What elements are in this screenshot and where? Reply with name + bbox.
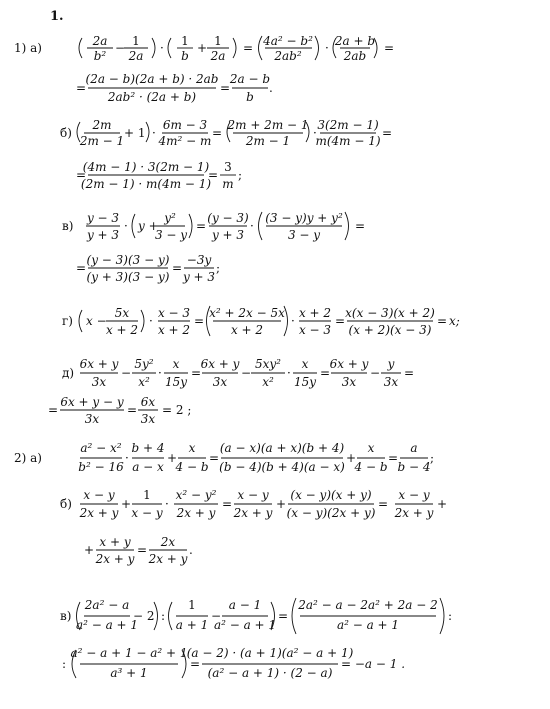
fraction-numerator: 1 bbox=[188, 598, 196, 612]
fraction-numerator: (y − 3) bbox=[207, 211, 249, 225]
fraction-denominator: y + 3 bbox=[86, 228, 120, 242]
fraction-denominator: x + 2 bbox=[157, 323, 191, 337]
fraction-denominator: 2x + y bbox=[79, 506, 119, 520]
fraction-denominator: 3x bbox=[212, 375, 228, 389]
fraction-denominator: 2x + y bbox=[394, 506, 434, 520]
fraction-denominator: x − y bbox=[131, 506, 163, 520]
fraction-denominator: 3 − y bbox=[287, 228, 321, 242]
operator: · bbox=[250, 219, 254, 233]
operator: · bbox=[158, 366, 162, 380]
fraction-denominator: a − x bbox=[132, 460, 164, 474]
fraction-denominator: b bbox=[246, 90, 254, 104]
fraction-denominator: (b − 4)(b + 4)(a − x) bbox=[219, 460, 345, 474]
paren-open bbox=[79, 310, 82, 332]
operator: − bbox=[370, 366, 381, 380]
operator: = bbox=[191, 366, 202, 380]
operator: · bbox=[287, 366, 291, 380]
fraction-denominator: (x − y)(2x + y) bbox=[286, 506, 376, 520]
fraction-denominator: 3x bbox=[140, 412, 156, 426]
fraction-denominator: a² − a + 1 bbox=[336, 618, 400, 632]
operator: = bbox=[222, 497, 233, 511]
fraction-denominator: 2ab bbox=[343, 49, 367, 63]
fraction-numerator: 2a − b bbox=[229, 72, 271, 86]
operator: + bbox=[197, 41, 208, 55]
fraction-numerator: 5xy² bbox=[255, 357, 281, 371]
label-1d: д) bbox=[62, 366, 75, 380]
fraction-denominator: x² bbox=[262, 375, 274, 389]
fraction-numerator: 5y² bbox=[134, 357, 154, 371]
punctuation: ; bbox=[430, 451, 435, 465]
label-1a: 1) а) bbox=[14, 41, 42, 55]
fraction-numerator: 1 bbox=[214, 34, 222, 48]
operator: + bbox=[437, 497, 448, 511]
operator: = bbox=[378, 497, 389, 511]
result: x; bbox=[449, 314, 460, 328]
fraction-numerator: (y − 3)(3 − y) bbox=[86, 253, 170, 267]
fraction-denominator: x + 2 bbox=[105, 323, 139, 337]
fraction-numerator: 5x bbox=[114, 306, 130, 320]
operator: + bbox=[346, 451, 357, 465]
fraction-denominator: x² bbox=[138, 375, 150, 389]
fraction-numerator: y² bbox=[164, 211, 176, 225]
operator: · bbox=[325, 41, 329, 55]
operator: · bbox=[160, 41, 164, 55]
label-1b: б) bbox=[60, 126, 72, 140]
operator: + 1 bbox=[124, 126, 146, 140]
operator: · bbox=[313, 126, 317, 140]
fraction-numerator: x bbox=[367, 441, 375, 455]
fraction-denominator: 2x + y bbox=[176, 506, 216, 520]
result: = −a − 1 . bbox=[341, 657, 406, 671]
paren-close bbox=[146, 122, 149, 142]
fraction-denominator: 2m − 1 bbox=[79, 134, 125, 148]
fraction-numerator: y − 3 bbox=[86, 211, 120, 225]
paren-close bbox=[141, 310, 144, 332]
paren-open bbox=[259, 212, 263, 240]
fraction-numerator: (a − x)(a + x)(b + 4) bbox=[219, 441, 345, 455]
operator: · bbox=[124, 219, 128, 233]
paren-close bbox=[345, 212, 349, 240]
operator: : bbox=[448, 609, 453, 623]
operator: · bbox=[125, 451, 129, 465]
operator: − bbox=[211, 609, 222, 623]
operator: = bbox=[127, 403, 138, 417]
fraction-denominator: a² − a + 1 bbox=[213, 618, 277, 632]
label-2a: 2) а) bbox=[14, 451, 42, 465]
paren-open bbox=[292, 598, 296, 634]
fraction-denominator: (x + 2)(x − 3) bbox=[348, 323, 432, 337]
paren-close bbox=[315, 36, 319, 60]
fraction-numerator: 6x + y − y bbox=[60, 395, 124, 409]
operator: = bbox=[76, 81, 87, 95]
fraction-numerator: 4a² − b² bbox=[263, 34, 313, 48]
fraction-numerator: 2a² − a − 2a² + 2a − 2 bbox=[298, 598, 438, 612]
fraction-denominator: 2ab² · (2a + b) bbox=[107, 90, 197, 104]
paren-open bbox=[169, 602, 173, 630]
operator: = bbox=[190, 657, 201, 671]
fraction-numerator: (3 − y)y + y² bbox=[265, 211, 343, 225]
variable: x − bbox=[86, 314, 107, 328]
paren-close bbox=[154, 602, 158, 630]
fraction-numerator: x bbox=[301, 357, 309, 371]
fraction-numerator: 2m bbox=[92, 118, 112, 132]
fraction-denominator: b² bbox=[93, 49, 107, 63]
fraction-numerator: x + 2 bbox=[298, 306, 332, 320]
fraction-numerator: 6x + y bbox=[200, 357, 240, 371]
fraction-denominator: x − 3 bbox=[298, 323, 332, 337]
fraction-numerator: (x − y)(x + y) bbox=[290, 488, 372, 502]
fraction-numerator: x² − y² bbox=[175, 488, 217, 502]
fraction-numerator: y bbox=[387, 357, 395, 371]
paren-open bbox=[79, 38, 82, 58]
operator: = bbox=[355, 219, 366, 233]
operator: · bbox=[165, 497, 169, 511]
fraction-denominator: 4 − b bbox=[175, 460, 209, 474]
fraction-denominator: m(4m − 1) bbox=[315, 134, 381, 148]
fraction-denominator: m bbox=[222, 177, 234, 191]
fraction-numerator: b + 4 bbox=[131, 441, 165, 455]
fraction-denominator: y + 3 bbox=[182, 270, 216, 284]
fraction-numerator: x(x − 3)(x + 2) bbox=[345, 306, 435, 320]
fraction-denominator: 2x + y bbox=[95, 552, 135, 566]
fraction-numerator: x + y bbox=[99, 535, 131, 549]
operator: = bbox=[196, 219, 207, 233]
paren-open bbox=[168, 38, 171, 58]
label-2v: в) bbox=[60, 609, 72, 623]
fraction-numerator: x bbox=[172, 357, 180, 371]
operator: = bbox=[243, 41, 254, 55]
fraction-numerator: 2a bbox=[92, 34, 108, 48]
operator: : bbox=[161, 609, 166, 623]
operator: − bbox=[121, 366, 132, 380]
operator: − bbox=[115, 41, 126, 55]
operator: = bbox=[137, 543, 148, 557]
operator: = bbox=[220, 81, 231, 95]
fraction-numerator: x − y bbox=[237, 488, 269, 502]
fraction-numerator: −3y bbox=[186, 253, 212, 267]
fraction-numerator: 2a + b bbox=[334, 34, 376, 48]
problem-number: 1. bbox=[50, 9, 64, 24]
operator: = bbox=[320, 366, 331, 380]
fraction-denominator: 15y bbox=[164, 375, 188, 389]
fraction-denominator: 3x bbox=[341, 375, 357, 389]
fraction-denominator: a³ + 1 bbox=[110, 666, 148, 680]
fraction-denominator: x + 2 bbox=[230, 323, 264, 337]
operator: = bbox=[384, 41, 395, 55]
operator: · bbox=[291, 314, 295, 328]
fraction-numerator: a − 1 bbox=[228, 598, 262, 612]
fraction-numerator: a bbox=[410, 441, 418, 455]
operator: = bbox=[76, 261, 87, 275]
fraction-denominator: 3 − y bbox=[154, 228, 188, 242]
paren-close bbox=[440, 598, 444, 634]
fraction-numerator: 2a² − a bbox=[84, 598, 130, 612]
operator: + bbox=[84, 543, 95, 557]
punctuation: . bbox=[189, 543, 193, 557]
fraction-denominator: b bbox=[181, 49, 189, 63]
operator: = bbox=[212, 126, 223, 140]
operator: + bbox=[121, 497, 132, 511]
fraction-numerator: 6x + y bbox=[329, 357, 369, 371]
operator: = bbox=[335, 314, 346, 328]
fraction-denominator: 15y bbox=[293, 375, 317, 389]
fraction-numerator: 2m + 2m − 1 bbox=[227, 118, 309, 132]
label-2b: б) bbox=[60, 497, 72, 511]
fraction-denominator: a + 1 bbox=[175, 618, 209, 632]
fraction-denominator: y + 3 bbox=[211, 228, 245, 242]
fraction-numerator: (a − 2) · (a + 1)(a² − a + 1) bbox=[186, 646, 354, 660]
fraction-numerator: x bbox=[188, 441, 196, 455]
operator: = bbox=[404, 366, 415, 380]
operator: − bbox=[241, 366, 252, 380]
paren-open bbox=[259, 36, 263, 60]
operator: = bbox=[209, 451, 220, 465]
fraction-denominator: 3x bbox=[383, 375, 399, 389]
fraction-denominator: 2x + y bbox=[233, 506, 273, 520]
fraction-numerator: a² − a + 1 − a² + 1 bbox=[70, 646, 188, 660]
label-1g: г) bbox=[62, 314, 73, 328]
operator: = bbox=[388, 451, 399, 465]
fraction-denominator: (2m − 1) · m(4m − 1) bbox=[80, 177, 212, 191]
fraction-denominator: 2a bbox=[128, 49, 144, 63]
operator: · bbox=[149, 314, 153, 328]
fraction-numerator: 3(2m − 1) bbox=[317, 118, 379, 132]
operator: = bbox=[278, 609, 289, 623]
fraction-numerator: 1 bbox=[143, 488, 151, 502]
operator: = bbox=[382, 126, 393, 140]
fraction-numerator: x − y bbox=[83, 488, 115, 502]
fraction-denominator: (a² − a + 1) · (2 − a) bbox=[207, 666, 333, 680]
punctuation: . bbox=[269, 81, 273, 95]
fraction-denominator: b² − 16 bbox=[78, 460, 124, 474]
operator: : bbox=[62, 657, 67, 671]
fraction-numerator: 3 bbox=[224, 160, 232, 174]
operator: = bbox=[48, 403, 59, 417]
result: = 2 ; bbox=[162, 403, 192, 417]
variable: y + bbox=[138, 219, 159, 233]
punctuation: ; bbox=[216, 261, 221, 275]
fraction-numerator: x² + 2x − 5x bbox=[209, 306, 285, 320]
operator: + bbox=[276, 497, 287, 511]
fraction-numerator: 2x bbox=[160, 535, 176, 549]
fraction-denominator: a² − a + 1 bbox=[75, 618, 139, 632]
fraction-numerator: 6m − 3 bbox=[162, 118, 208, 132]
operator: = bbox=[76, 168, 87, 182]
paren-close bbox=[152, 38, 155, 58]
fraction-denominator: 4 − b bbox=[354, 460, 388, 474]
fraction-numerator: 6x + y bbox=[79, 357, 119, 371]
fraction-denominator: 2ab² bbox=[274, 49, 302, 63]
operator: + bbox=[167, 451, 178, 465]
fraction-denominator: 2m − 1 bbox=[245, 134, 291, 148]
operator: · bbox=[152, 126, 156, 140]
fraction-numerator: (4m − 1) · 3(2m − 1) bbox=[82, 160, 210, 174]
fraction-denominator: 2a bbox=[210, 49, 226, 63]
fraction-denominator: b − 4 bbox=[397, 460, 431, 474]
fraction-denominator: 4m² − m bbox=[158, 134, 212, 148]
fraction-numerator: a² − x² bbox=[80, 441, 122, 455]
fraction-numerator: 6x bbox=[140, 395, 156, 409]
paren-close bbox=[189, 214, 192, 238]
fraction-numerator: (2a − b)(2a + b) · 2ab bbox=[85, 72, 219, 86]
paren-close bbox=[233, 38, 236, 58]
fraction-numerator: 1 bbox=[181, 34, 189, 48]
punctuation: ; bbox=[238, 168, 243, 182]
fraction-denominator: (y + 3)(3 − y) bbox=[86, 270, 170, 284]
label-1v: в) bbox=[62, 219, 74, 233]
fraction-denominator: 3x bbox=[84, 412, 100, 426]
operator: − 2 bbox=[133, 609, 155, 623]
fraction-denominator: 2x + y bbox=[148, 552, 188, 566]
fraction-denominator: 3x bbox=[91, 375, 107, 389]
operator: = bbox=[437, 314, 448, 328]
fraction-numerator: 1 bbox=[132, 34, 140, 48]
fraction-numerator: x − y bbox=[398, 488, 430, 502]
fraction-numerator: x − 3 bbox=[157, 306, 191, 320]
operator: = bbox=[172, 261, 183, 275]
paren-open bbox=[132, 214, 135, 238]
operator: = bbox=[194, 314, 205, 328]
operator: = bbox=[208, 168, 219, 182]
